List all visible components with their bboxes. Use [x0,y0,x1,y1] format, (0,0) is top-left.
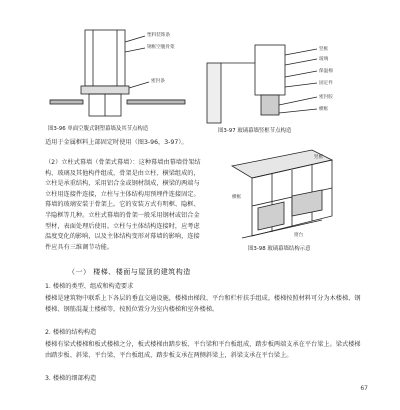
section-title: （一） 楼梯、楼面与屋顶的建筑构造 [68,268,191,276]
intro-line-text: 适用于金属框料上部固定时使用（图3-96， [45,139,165,146]
figure-right-bottom-caption: 图3-98 玻璃幕墙结构示意 [248,246,311,252]
fig-rt-label-6: 横框 [319,107,329,112]
fig-rt-label-2: 玻璃 [319,57,329,62]
paragraph-c: 2. 楼梯的结构构造 [45,329,97,336]
figure-left [45,22,195,122]
paragraph-b: 楼梯是建筑物中联系上下各层的垂直交通设施，楼梯由梯段、平台和栏杆扶手组成。楼梯按照材料可分为木楼梯、钢楼梯、钢筋混凝土楼梯等，按照位置分为室内楼梯和室外楼梯。 [45,295,361,313]
intro-line [45,138,205,149]
fig-rb-label-1: 竖框 [314,155,324,160]
fig-rb-label-2: 横框 [232,195,242,200]
fig-rt-label-5: 密封胶 [319,95,333,100]
mullion-node-drawing [205,35,355,125]
curtain-wall-section-drawing [45,22,195,122]
figure-left-caption: 图3-96 单面空腹式钢塑幕墙及其节点构造 [48,126,149,132]
paragraph-1: （2）立柱式幕墙（骨架式幕墙）：这种幕墙由幕墙骨架结构、玻璃及其他构件组成，骨架是由立柱、横梁组成的，立柱是承重结构，采用铝合金或钢材制成，横梁的两端与立柱用连接件连接，立柱与主体结构用预埋件连接固定。幕墙的玻璃安装于骨架上。它的安装方式有明框、隐框、半隐框等几种。立柱式幕墙的骨架一般采用钢材或铝合金型材，表面处理后使用。立柱与主体结构连接时，应考虑温度变化的影响，以及主体结构变形对幕墙的影响，连接件应具有三维调节功能。 [45,159,201,251]
fig-left-label-2: 钢框空腹骨架 [147,45,175,50]
fig-rt-label-3: 保温棉 [319,69,333,74]
curtain-wall-structure-drawing [222,146,342,244]
fig-left-label-1: 塑料装饰条 [147,33,170,38]
figure-right-top-caption: 图3-97 玻璃幕墙竖框节点构造 [218,128,292,134]
fig-rb-label-4: 窗台 [294,233,304,238]
page-number: 67 [360,385,368,392]
paragraph-d: 楼梯有梁式楼梯和板式楼梯之分，板式楼梯由踏步板、平台梁和平台板组成，踏步板两端支承在平台梁上。梁式楼梯由踏步板、斜梁、平台梁、平台板组成，踏步板支承在两侧斜梁上，斜梁支承在平台梁上。 [45,341,361,359]
intro-line-text-2: 3-97）。 [164,139,188,146]
fig-rt-label-1: 竖框 [319,47,329,52]
figure-right-top [205,35,355,125]
fig-rt-label-4: 固定件 [319,81,333,86]
fig-left-label-3: 密封条 [151,79,165,84]
figure-right-bottom [222,146,342,244]
paragraph-a: 1. 楼梯的类型、组成和构造要求 [45,283,134,290]
paragraph-e: 3. 楼梯的细部构造 [45,375,97,382]
